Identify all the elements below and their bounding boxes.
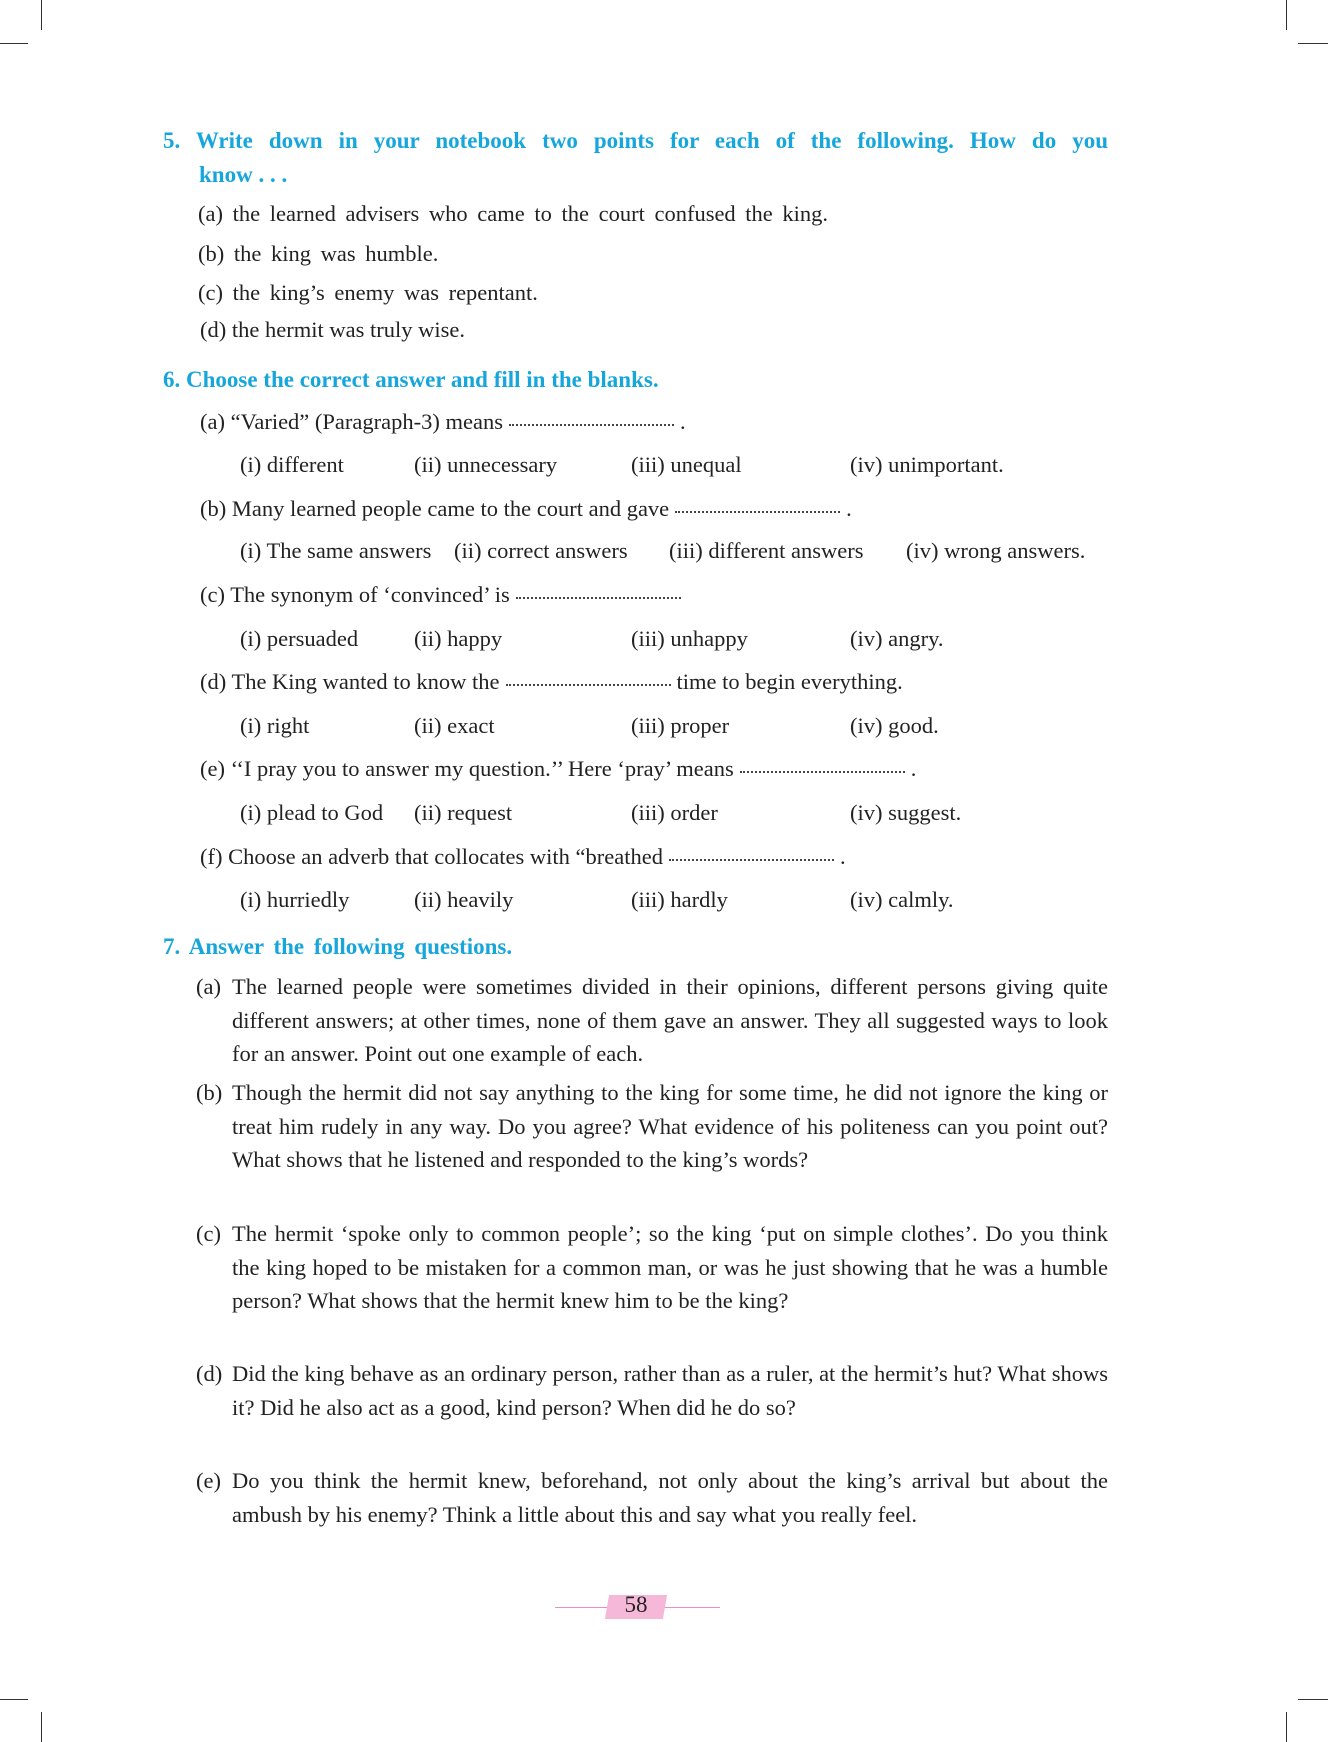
q6-stem-e (200, 754, 916, 784)
item-text: the learned advisers who came to the court confused the king. (232, 201, 829, 226)
q7-item-b (196, 1076, 1108, 1177)
option: (iv) wrong answers. (906, 538, 1086, 563)
option: (iv) suggest. (850, 800, 962, 825)
q6-stem-a (200, 407, 686, 437)
option: (ii) request (414, 800, 513, 825)
page-number: 58 (624, 1592, 648, 1617)
item-text: The learned people were sometimes divided in their opinions, different persons giving quite different answers; at other times, none of them gave an answer. They all suggested ways to look for an answer. Point out one example of each. (232, 974, 1108, 1066)
stem-text: (e) ‘‘I pray you to answer my question.’’ Here ‘pray’ means (200, 756, 734, 781)
stem-end: . (679, 409, 686, 434)
blank (675, 511, 840, 513)
option: (iii) hardly (631, 887, 728, 912)
option: (iv) good. (850, 713, 939, 738)
blank (669, 859, 834, 861)
q7-item-a (196, 970, 1108, 1071)
item-label: (e) (196, 1468, 221, 1493)
item-label: (d) (196, 1361, 223, 1386)
option: (i) persuaded (240, 626, 359, 651)
stem-end: time to begin everything. (676, 669, 903, 694)
option: (ii) exact (414, 713, 495, 738)
option: (iii) proper (631, 713, 730, 738)
item-label: (b) (196, 1080, 223, 1105)
item-text: the hermit was truly wise. (231, 317, 465, 342)
q6-stem-d (200, 667, 903, 697)
option: (iv) angry. (850, 626, 944, 651)
q5-item-d (200, 315, 465, 345)
page-number-rule-left (555, 1607, 609, 1608)
item-label: (b) (198, 241, 225, 266)
q6-title: 6. Choose the correct answer and fill in the blanks. (163, 367, 659, 392)
option: (iii) unhappy (631, 626, 748, 651)
item-text: Do you think the hermit knew, beforehand, not only about the king’s arrival but about the ambush by his enemy? Think a little about this and say what you really feel. (232, 1468, 1108, 1527)
blank (509, 424, 674, 426)
item-text: The hermit ‘spoke only to common people’; so the king ‘put on simple clothes’. Do you think the king hoped to be mistaken for a common man, or was he just showing that he was a humble person? What shows that the hermit knew him to be the king? (232, 1221, 1108, 1313)
stem-text: (f) Choose an adverb that collocates with “breathed (200, 844, 663, 869)
q5-item-a (198, 199, 828, 229)
option: (ii) unnecessary (414, 452, 558, 477)
option: (iii) unequal (631, 452, 742, 477)
stem-text: (c) The synonym of ‘convinced’ is (200, 582, 510, 607)
q5-title-line2: know . . . (199, 162, 288, 187)
option: (i) The same answers (240, 538, 432, 563)
q6-stem-b (200, 494, 852, 524)
q5-item-c (198, 278, 538, 308)
option: (iv) unimportant. (850, 452, 1004, 477)
item-label: (c) (198, 280, 223, 305)
item-label: (a) (196, 974, 221, 999)
item-text: the king’s enemy was repentant. (232, 280, 538, 305)
q7-title: 7. Answer the following questions. (163, 934, 513, 959)
q5-item-b (198, 239, 438, 269)
option: (ii) heavily (414, 887, 514, 912)
option: (iii) order (631, 800, 718, 825)
item-label: (c) (196, 1221, 221, 1246)
option: (ii) happy (414, 626, 503, 651)
option: (i) hurriedly (240, 887, 350, 912)
option: (iii) different answers (669, 538, 864, 563)
stem-end: . (910, 756, 917, 781)
item-label: (d) (200, 317, 227, 342)
item-text: Did the king behave as an ordinary person, rather than as a ruler, at the hermit’s hut? What shows it? Did he also act as a good, kind person? When did he do so? (232, 1361, 1108, 1420)
q6-stem-c (200, 580, 687, 610)
q7-item-e (196, 1464, 1108, 1531)
q5-title-line1: 5. Write down in your notebook two points for each of the following. How do you (163, 128, 1108, 153)
item-label: (a) (198, 201, 223, 226)
blank (740, 771, 905, 773)
stem-end: . (839, 844, 846, 869)
q7-item-c (196, 1217, 1108, 1318)
page-number-rule-right (663, 1607, 720, 1608)
stem-text: (a) “Varied” (Paragraph-3) means (200, 409, 503, 434)
blank (506, 684, 671, 686)
option: (ii) correct answers (454, 538, 628, 563)
stem-text: (d) The King wanted to know the (200, 669, 500, 694)
option: (i) different (240, 452, 344, 477)
page-number-block (555, 1590, 720, 1624)
stem-text: (b) Many learned people came to the court and gave (200, 496, 670, 521)
option: (i) right (240, 713, 310, 738)
option: (iv) calmly. (850, 887, 954, 912)
stem-end: . (846, 496, 852, 521)
blank (516, 597, 681, 599)
item-text: Though the hermit did not say anything to the king for some time, he did not ignore the king or treat him rudely in any way. Do you agree? What evidence of his politeness can you point out? What shows that he listened and responded to the king’s words? (232, 1080, 1108, 1172)
q7-item-d (196, 1357, 1108, 1424)
item-text: the king was humble. (233, 241, 439, 266)
q6-stem-f (200, 842, 846, 872)
option: (i) plead to God (240, 800, 384, 825)
